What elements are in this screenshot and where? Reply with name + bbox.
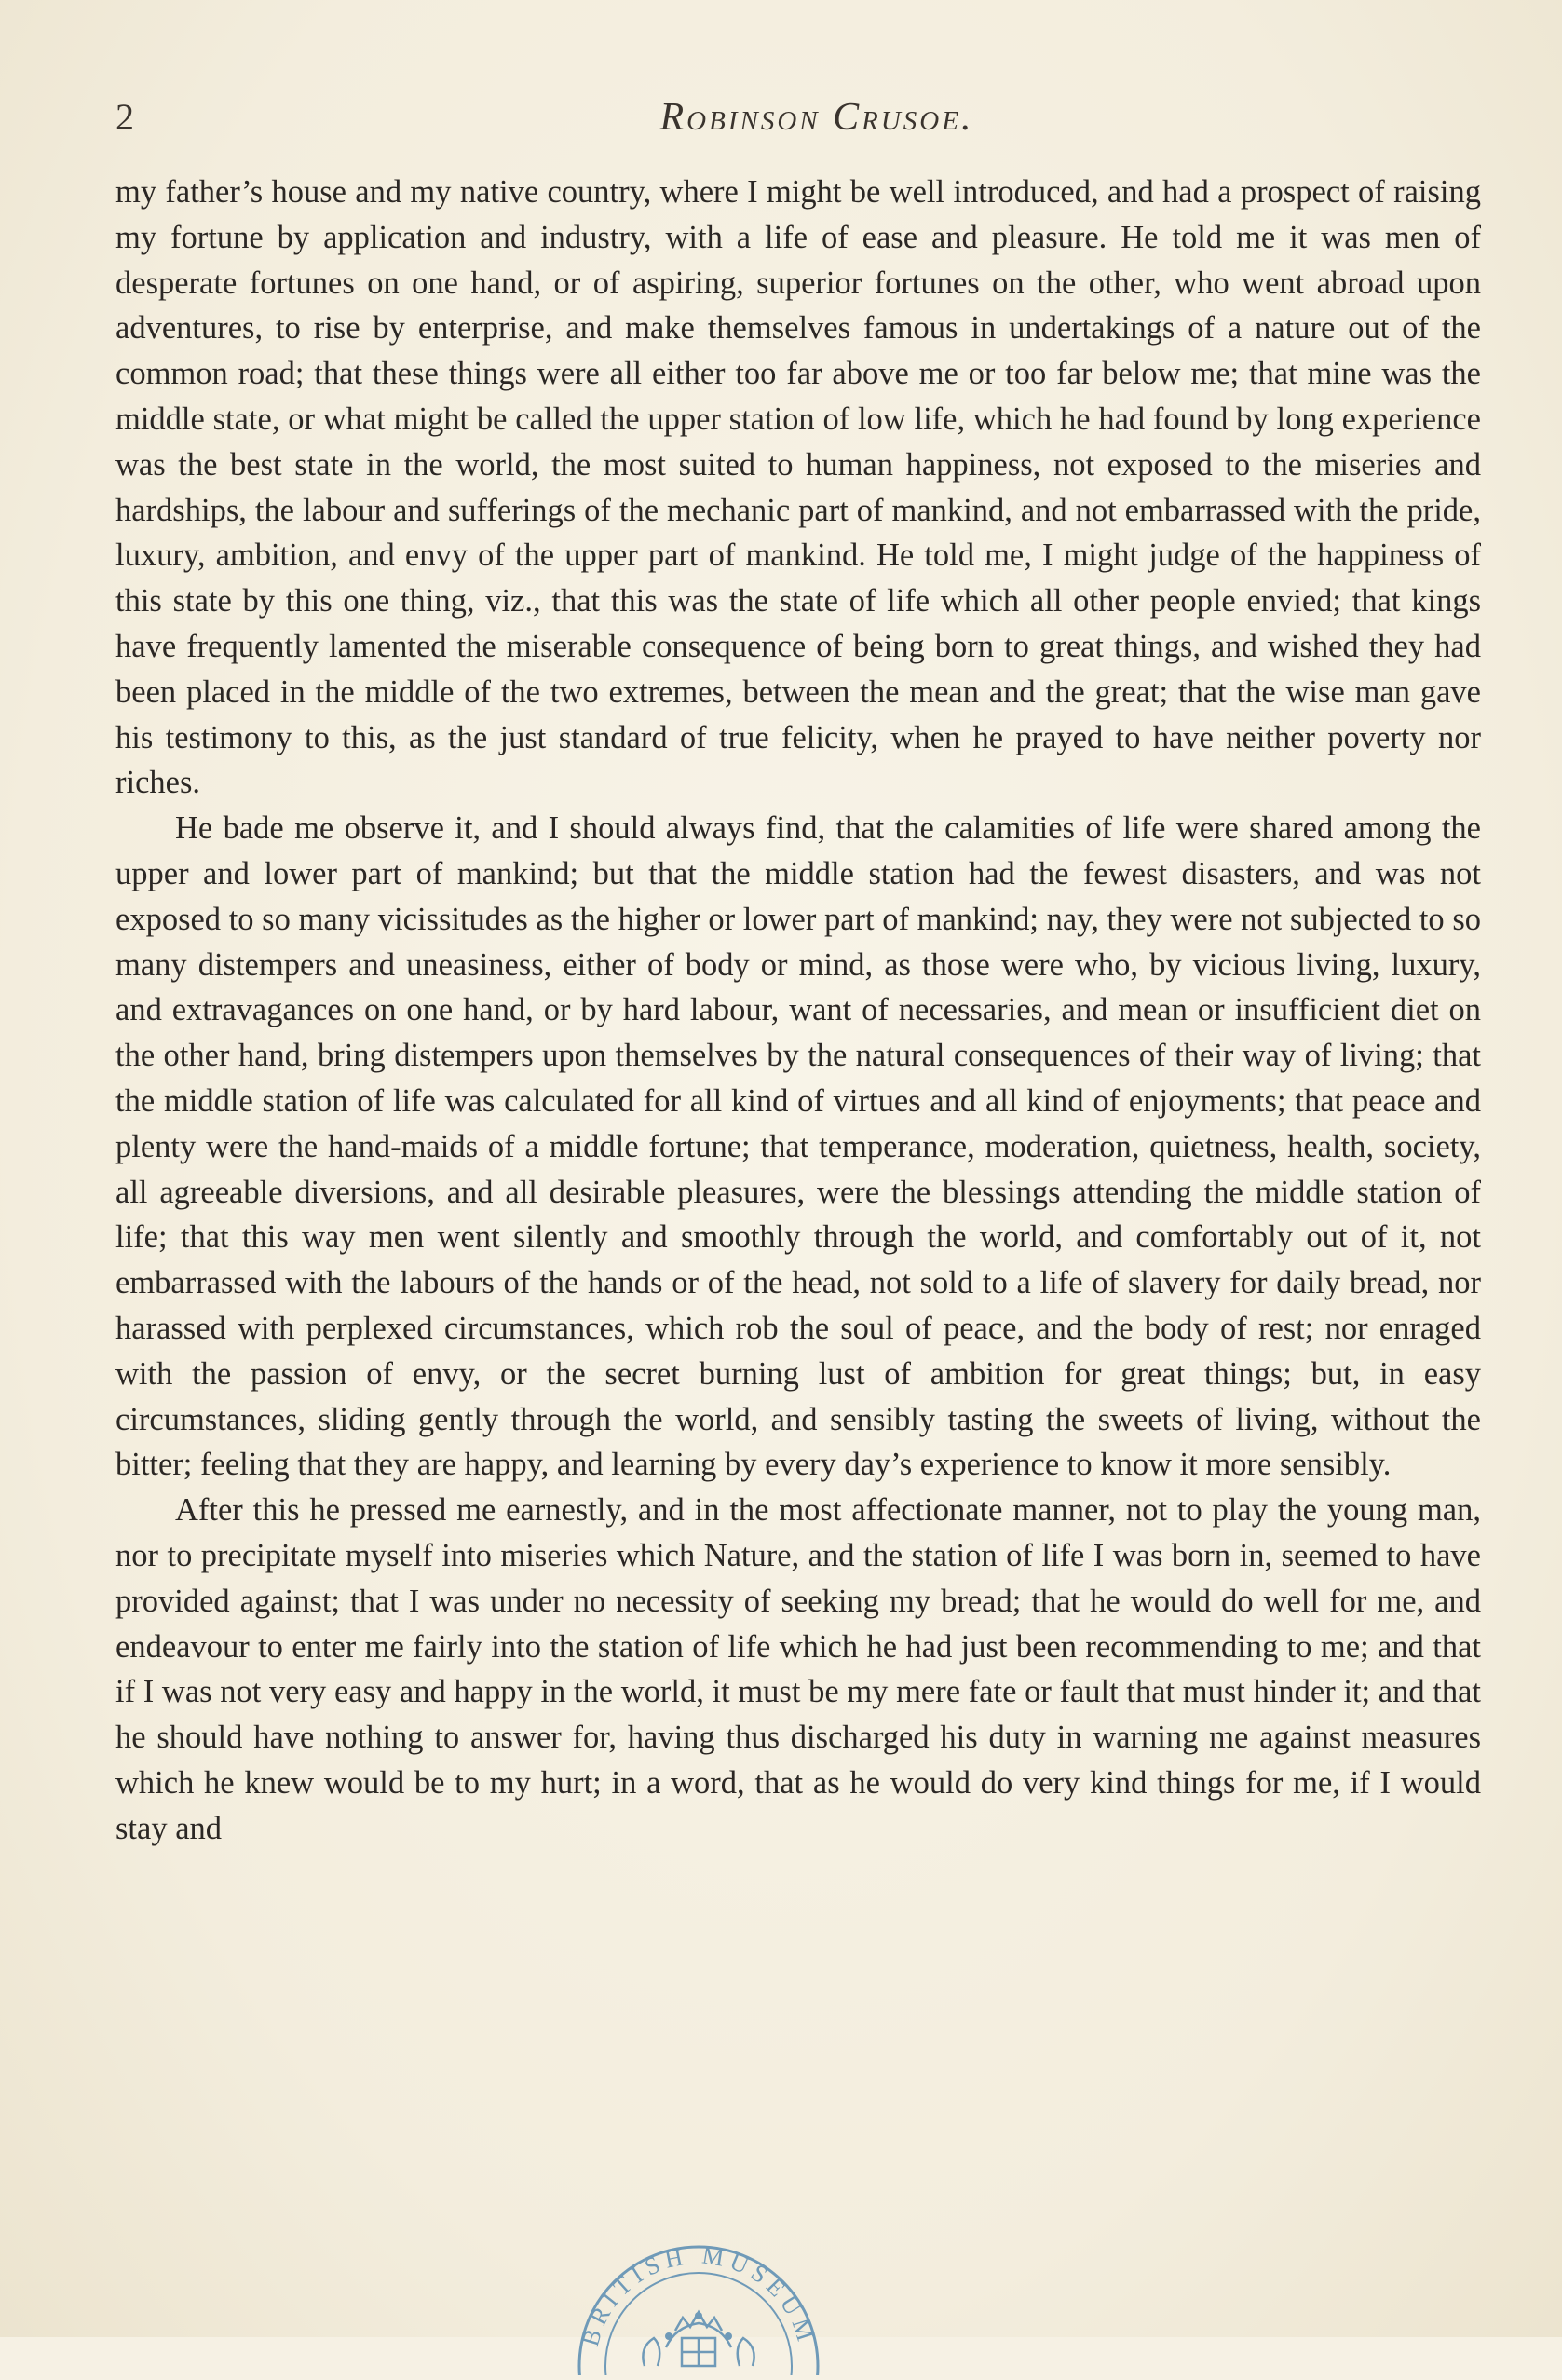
library-stamp: [559, 2226, 838, 2375]
stamp-seal-icon: [559, 2226, 838, 2375]
body-text: [115, 170, 1481, 1851]
stamp-text: BRITISH MUSEUM: [577, 2241, 822, 2350]
running-head: Robinson Crusoe.: [659, 96, 974, 139]
page-header: [115, 89, 1481, 145]
paragraph-2: He bade me observe it, and I should always find, that the calamities of life were shared among the upper and lower part of mankind; but that the middle station had the fewest disasters, and was not exposed to so many vicissitudes as the higher or lower part of mankind; nay, they were not subjected to so many distempers and uneasiness, either of body or mind, as those were who, by vicious living, luxury, and extravagances on one hand, or by hard labour, want of necessaries, and mean or insufficient diet on the other hand, bring distempers upon themselves by the natural consequences of their way of living; that the middle station of life was calculated for all kind of virtues and all kind of enjoyments; that peace and plenty were the hand-maids of a middle fortune; that temperance, moderation, quietness, health, society, all agreeable diversions, and all desirable pleasures, were the blessings attending the middle station of life; that this way men went silently and smoothly through the world, and comfortably out of it, not embarrassed with the labours of the hands or of the head, not sold to a life of slavery for daily bread, nor harassed with perplexed circumstances, which rob the soul of peace, and the body of rest; nor enraged with the passion of envy, or the secret burning lust of ambition for great things; but, in easy circumstances, sliding gently through the world, and sensibly tasting the sweets of living, without the bitter; feeling that they are happy, and learning by every day’s experience to know it more sensibly.: [115, 810, 1481, 1483]
page-number: 2: [115, 96, 134, 138]
paragraph-3: After this he pressed me earnestly, and in the most affectionate manner, not to play the young man, nor to precipitate myself into miseries which Nature, and the station of life I was born in, seemed to have provided against; that I was under no necessity of seeking my bread; that he would do well for me, and endeavour to enter me fairly into the station of life which he had just been recommending to me; and that if I was not very easy and happy in the world, it must be my mere fate or fault that must hinder it; and that he should have nothing to answer for, having thus discharged his duty in warning me against measures which he knew would be to my hurt; in a word, that as he would do very kind things for me, if I would stay and: [115, 1492, 1481, 1846]
paragraph-1: my father’s house and my native country, where I might be well introduced, and had a prospect of raising my fortune by application and industry, with a life of ease and pleasure. He told me it was men of desperate fortunes on one hand, or of aspiring, superior fortunes on the other, who went abroad upon adventures, to rise by enterprise, and make themselves famous in undertakings of a nature out of the common road; that these things were all either too far above me or too far below me; that mine was the middle state, or what might be called the upper station of low life, which he had found by long experience was the best state in the world, the most suited to human happiness, not exposed to the miseries and hardships, the labour and sufferings of the mechanic part of mankind, and not embarrassed with the pride, luxury, ambition, and envy of the upper part of mankind. He told me, I might judge of the happiness of this state by this one thing, viz., that this was the state of life which all other people envied; that kings have frequently lamented the miserable consequence of being born to great things, and wished they had been placed in the middle of the two extremes, between the mean and the great; that the wise man gave his testimony to this, as the just standard of true felicity, when he prayed to have neither poverty nor riches.: [115, 174, 1481, 801]
